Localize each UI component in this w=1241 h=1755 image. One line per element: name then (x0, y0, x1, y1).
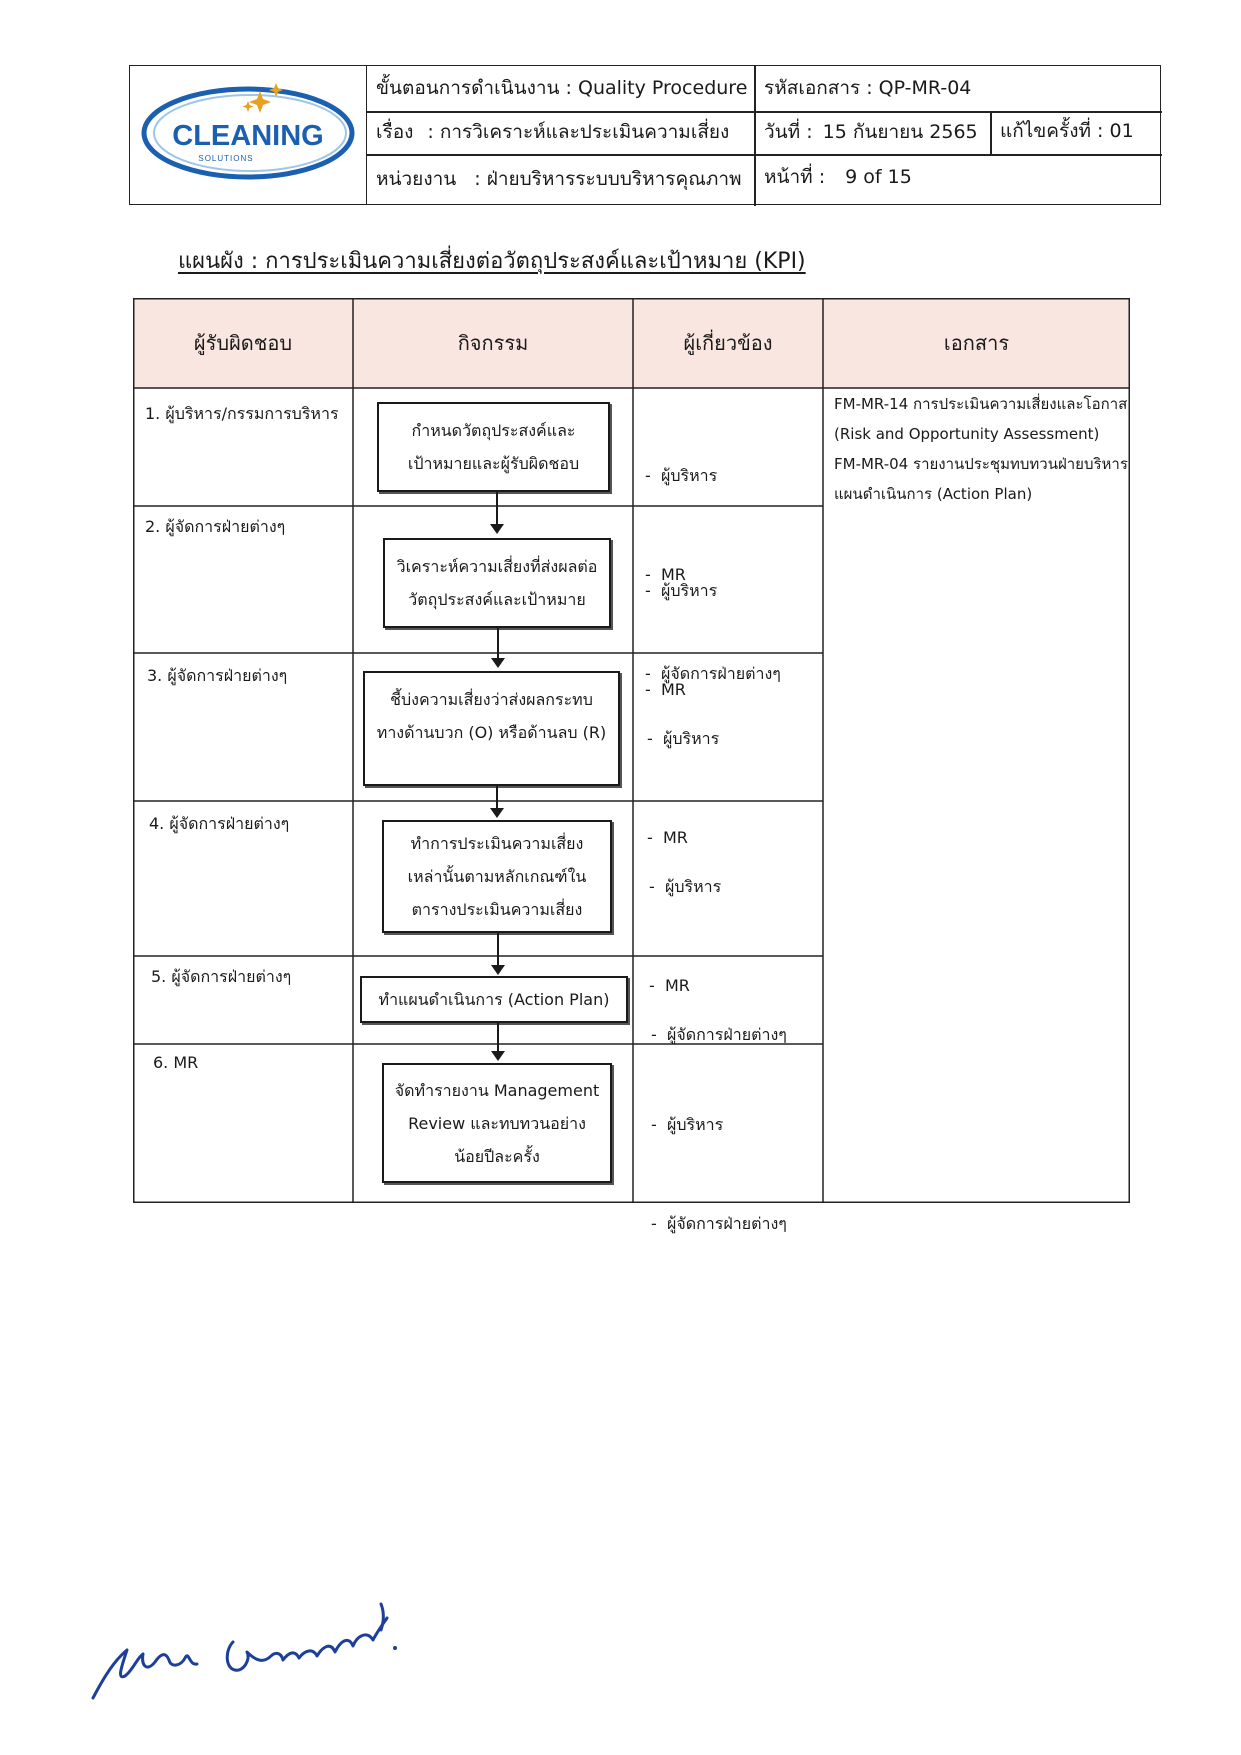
activity-3-line-2: ทางด้านบวก (O) หรือด้านลบ (R) (376, 723, 607, 742)
document-item-2: (Risk and Opportunity Assessment) (834, 425, 1100, 443)
activity-4-line-3: ตารางประเมินความเสี่ยง (411, 900, 583, 919)
activity-6-line-2: Review และทบทวนอย่าง (408, 1113, 586, 1133)
activity-step-5 (360, 976, 628, 1023)
related-1-item-1: - ผู้บริหาร (645, 466, 718, 485)
related-2-item-2: - MR (645, 680, 686, 699)
activity-2-line-2: วัตถุประสงค์และเป้าหมาย (408, 590, 586, 609)
header-responsible: ผู้รับผิดชอบ (133, 298, 353, 388)
related-1-item-3: - ผู้จัดการฝ่ายต่างๆ (645, 664, 781, 683)
related-2-item-1: - ผู้บริหาร (645, 581, 718, 600)
responsible-row-3: 3. ผู้จัดการฝ่ายต่างๆ (147, 666, 288, 685)
related-4-item-1: - ผู้บริหาร (649, 877, 722, 896)
activity-6-line-1: จัดทำรายงาน Management (394, 1080, 600, 1100)
activity-1-line-2: เป้าหมายและผู้รับผิดชอบ (407, 454, 580, 473)
logo-subtext: SOLUTIONS (198, 153, 254, 163)
activity-step-2 (383, 538, 611, 628)
related-row-6 (651, 1042, 787, 1306)
subject-field (376, 111, 754, 154)
header-documents: เอกสาร (823, 298, 1130, 388)
company-logo (130, 67, 366, 204)
header-activity: กิจกรรม (353, 298, 633, 388)
document-item-1: FM-MR-14 การประเมินความเสี่ยงและโอกาส (834, 395, 1128, 413)
document-code: รหัสเอกสาร : QP-MR-04 (764, 77, 972, 99)
logo-wordmark: CLEANING (172, 119, 324, 152)
header-related: ผู้เกี่ยวข้อง (633, 298, 823, 388)
related-1-item-2: - MR (645, 565, 686, 584)
unit-field (376, 154, 754, 204)
document-item-4: แผนดำเนินการ (Action Plan) (834, 485, 1033, 503)
related-5-item-1: - ผู้จัดการฝ่ายต่างๆ (651, 1025, 787, 1044)
activity-3-line-1: ชี้บ่งความเสี่ยงว่าส่งผลกระทบ (390, 690, 593, 709)
unit-value: : ฝ่ายบริหารระบบบริหารคุณภาพ (474, 167, 742, 190)
responsible-row-5: 5. ผู้จัดการฝ่ายต่างๆ (151, 967, 292, 986)
unit-label: หน่วยงาน (376, 167, 457, 190)
date-label: วันที่ : (764, 121, 813, 143)
handwritten-signature (85, 1580, 405, 1710)
activity-6-line-3: น้อยปีละครั้ง (454, 1146, 540, 1166)
activity-4-line-1: ทำการประเมินความเสี่ยง (410, 834, 584, 853)
subject-value: : การวิเคราะห์และประเมินความเสี่ยง (427, 121, 730, 143)
related-3-item-2: - MR (647, 828, 688, 847)
responsible-row-2: 2. ผู้จัดการฝ่ายต่างๆ (145, 517, 286, 536)
activity-5-line-1: ทำแผนดำเนินการ (Action Plan) (378, 990, 610, 1009)
flow-arrow-2 (497, 628, 499, 666)
flow-arrow-3 (496, 786, 498, 816)
flow-arrow-4 (497, 933, 499, 973)
subject-label: เรื่อง (376, 121, 414, 143)
responsible-row-1: 1. ผู้บริหาร/กรรมการบริหาร (145, 404, 339, 423)
responsible-row-4: 4. ผู้จัดการฝ่ายต่างๆ (149, 814, 290, 833)
related-4-item-2: - MR (649, 976, 690, 995)
activity-step-4 (382, 820, 612, 933)
date-value: 15 กันยายน 2565 (822, 121, 978, 143)
activity-2-line-1: วิเคราะห์ความเสี่ยงที่ส่งผลต่อ (396, 557, 598, 576)
date-field (764, 111, 990, 154)
flow-arrow-5 (497, 1023, 499, 1059)
activity-step-1 (377, 402, 610, 492)
activity-4-line-2: เหล่านั้นตามหลักเกณฑ์ใน (407, 867, 587, 886)
related-3-item-1: - ผู้บริหาร (647, 729, 720, 748)
document-item-3: FM-MR-04 รายงานประชุมทบทวนฝ่ายบริหาร (834, 455, 1128, 473)
page-label: หน้าที่ : (764, 165, 826, 188)
activity-1-line-1: กำหนดวัตถุประสงค์และ (411, 421, 576, 440)
activity-step-3 (363, 671, 620, 786)
procedure-label: ขั้นตอนการดำเนินงาน : Quality Procedure (376, 77, 748, 99)
related-6-item-2: - ผู้จัดการฝ่ายต่างๆ (651, 1214, 787, 1233)
related-6-item-1: - ผู้บริหาร (651, 1115, 724, 1134)
logo-cell (130, 66, 367, 204)
page-value: 9 of 15 (845, 165, 912, 188)
document-header (129, 65, 1161, 205)
revision-label: แก้ไขครั้งที่ : 01 (1000, 119, 1134, 142)
flow-table (133, 298, 1130, 1233)
activity-step-6 (382, 1063, 612, 1183)
responsible-row-6: 6. MR (153, 1053, 199, 1072)
documents-list (834, 389, 1128, 509)
flow-arrow-1 (496, 492, 498, 532)
page-title: แผนผัง : การประเมินความเสี่ยงต่อวัตถุประสงค์และเป้าหมาย (KPI) (178, 249, 806, 274)
page-field (764, 154, 1162, 200)
